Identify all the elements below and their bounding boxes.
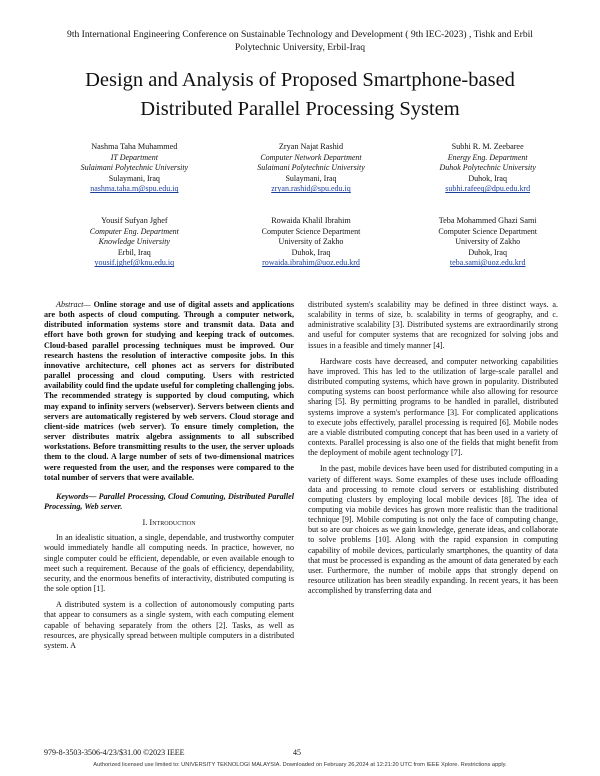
right-paragraph-1: Hardware costs have decreased, and computer networking capabilities have improved. This has led to the utilization of large-scale parallel and distributed computing systems, which have grown in popularity. Distributed computing systems can boost performance while also allowing for resource sharing [5]. By permitting programs to be handled in parallel, distributed systems improve a system's performance [3]. For complicated applications to execute jobs effectively, parallel processing is required [6]. Mobile nodes are a viable distributed computing concept that has been used in a variety of contexts. Parallel processing is also one of the fields that might benefit from the deployment of mobile agent technology [7]. (308, 356, 558, 458)
abstract (44, 300, 294, 483)
footer-isbn: 979-8-3503-3506-4/23/$31.00 ©2023 IEEE (44, 748, 185, 757)
author-email[interactable]: nashma.taha.m@spu.edu.iq (90, 184, 179, 194)
author-block (409, 216, 566, 269)
abstract-text: Online storage and use of digital assets and applications are both aspects of cloud computing. Through a computer network, distributed information systems store and transmit data. Data and effort have both grown for studying and keeping track of outcomes. Cloud-based parallel processing techniques must be improved. Our research hastens the resolution of interactive composite jobs. In this innovative architecture, cell phones act as servers for distributed parallel processing and cloud computing. Users with restricted availability could find the update useful for completing challenging jobs. The recommended strategy is supported by cloud computing, which may expand to infinity servers (webserver). Servers between clients and servers are automatically registered by web servers. Cloud storage and client-side matrices (web server). To ensure timely completion, the server distributes matrix algebra assignments to all subscribed workstations. Before transmitting results to the user, the server uploads them to the cloud. A large number of sets of two-dimensional matrices were requested from the user, and the responses were compared to the total number of servers that were available. (44, 300, 294, 482)
author-inst: Sulaimani Polytechnic University (257, 163, 365, 173)
author-city: Duhok, Iraq (468, 247, 507, 257)
author-name: Rowaida Khalil Ibrahim (271, 216, 351, 225)
author-email[interactable]: subhi.rafeeq@dpu.edu.krd (445, 184, 531, 194)
intro-paragraph-2: A distributed system is a collection of autonomously computing parts that appear to consumers as a single system, with each computing element capable of behaving separately from the others [2]. Tasks, as well as resources, are physically spread between multiple computers in a distributed system. A (44, 600, 294, 650)
author-inst: University of Zakho (278, 237, 344, 247)
author-block (409, 142, 566, 195)
author-inst: University of Zakho (455, 237, 521, 247)
author-dept: Computer Eng. Department (89, 226, 179, 236)
doi-side-text (0, 194, 2, 614)
paper-title: Design and Analysis of Proposed Smartphone-based Distributed Parallel Processing System (85, 69, 515, 120)
author-name: Nashma Taha Muhammed (91, 142, 178, 151)
author-email[interactable]: yousif.jghef@knu.edu.iq (94, 258, 175, 268)
author-row-2 (56, 216, 566, 269)
author-block (56, 142, 213, 195)
conference-header: 9th International Engineering Conference on Sustainable Technology and Development ( 9th IEC-2023) , Tishk and Erbil Polytechnic University, Erbil-Iraq (67, 29, 533, 53)
author-city: Duhok, Iraq (291, 247, 331, 257)
author-name: Zryan Najat Rashid (278, 142, 344, 151)
author-inst: Sulaimani Polytechnic University (80, 163, 189, 173)
left-column (44, 300, 294, 651)
author-name: Yousif Sufyan Jghef (101, 216, 168, 225)
abstract-label: Abstract— (56, 300, 91, 309)
author-row-1 (56, 142, 566, 195)
section-heading-introduction: I. Introduction (142, 518, 196, 528)
author-email[interactable]: zryan.rashid@spu.edu.iq (271, 184, 351, 194)
author-name: Teba Mohammed Ghazi Sami (438, 216, 537, 225)
keywords: Keywords— Parallel Processing, Cloud Comuting, Distributed Parallel Processing, Web server. (44, 491, 294, 511)
author-city: Sulaymani, Iraq (285, 173, 337, 183)
author-dept: Computer Science Department (261, 226, 361, 236)
author-inst: Knowledge University (98, 237, 170, 247)
right-column (308, 300, 558, 596)
author-block (233, 142, 390, 195)
author-email[interactable]: rowaida.ibrahim@uoz.edu.krd (262, 258, 360, 268)
author-block (233, 216, 390, 269)
author-city: Erbil, Iraq (117, 247, 151, 257)
author-block (56, 216, 213, 269)
intro-paragraph-1: In an idealistic situation, a single, dependable, and trustworthy computer would immediately handle all computing needs. In practice, however, no single computer could be efficient, dependable, or even available enough to meet such a requirement. Because of the goals of efficiency, dependability, security, and the enormous benefits of interactivity, distributed computing is the sole option [1]. (44, 533, 294, 594)
author-name: Subhi R. M. Zeebaree (451, 142, 524, 151)
right-paragraph-0: distributed system's scalability may be defined in three distinct ways. a. scalability in terms of size, b. scalability in terms of geography, and c. administrative scalability [3]. Distributed systems are extraordinarily strong and useful for computer systems that are recognized for solving jobs and issues in a feasible and timely manner [4]. (308, 300, 558, 350)
author-dept: Energy Eng. Department (447, 152, 528, 162)
right-paragraph-2: In the past, mobile devices have been used for distributed computing in a variety of different ways. Some examples of these uses include offloading data and processing to remote cloud servers or establishing distributed computing clusters by employing local mobile devices [8]. The idea of computing via mobile devices has grown more realistic than the traditional technique [9]. Mobile computing is not only the face of computing change, but so are our choices as we gain knowledge, generate ideas, and collaborate to solve problems [10]. Along with the rapid expansion in computing capability of mobile devices, particularly smartphones, the quantity of data that must be processed is expanding as the amount of data generated by each user. Furthermore, the number of mobile apps that strongly depend on resource utilization has been steadily expanding. In recent years, it has been accomplished by transferring data and (308, 464, 558, 596)
author-inst: Duhok Polytechnic University (439, 163, 536, 173)
author-dept: Computer Science Department (438, 226, 537, 236)
page-number: 45 (293, 748, 301, 757)
author-city: Duhok, Iraq (468, 173, 507, 183)
author-email[interactable]: teba.sami@uoz.edu.krd (449, 258, 526, 268)
author-city: Sulaymani, Iraq (108, 173, 160, 183)
author-dept: IT Department (110, 152, 158, 162)
authorized-use-notice: Authorized licensed use limited to: UNIVERSITY TEKNOLOGI MALAYSIA. Downloaded on February 26,2024 at 12:21:20 UTC from IEEE Xplore. Restrictions apply. (93, 762, 507, 768)
author-dept: Computer Network Department (260, 152, 362, 162)
